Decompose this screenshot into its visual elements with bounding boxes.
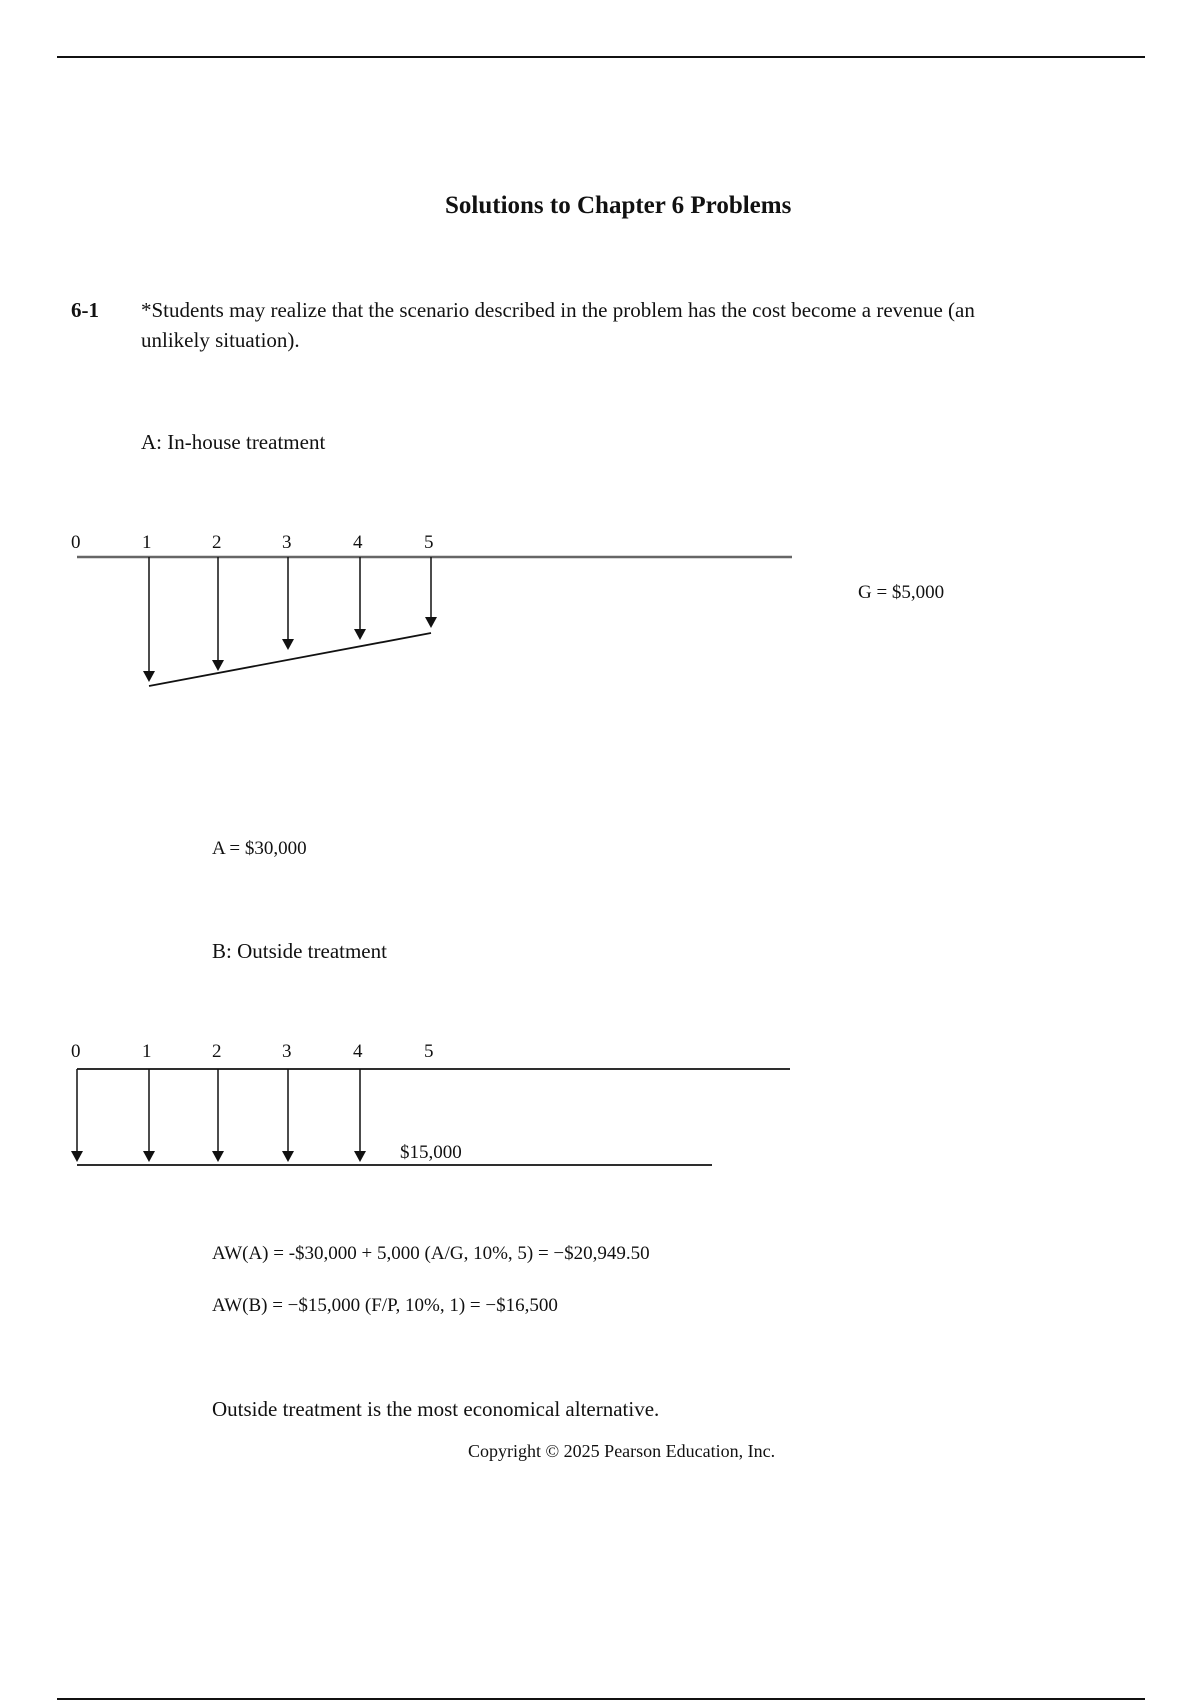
arrow-head xyxy=(71,1151,83,1162)
arrow-head xyxy=(143,1151,155,1162)
alt-b-label: B: Outside treatment xyxy=(212,939,387,963)
copyright-footer: Copyright © 2025 Pearson Education, Inc. xyxy=(468,1441,776,1461)
gradient-label: G = $5,000 xyxy=(858,582,945,603)
period-label: 2 xyxy=(212,532,222,553)
annual-amount-label: A = $30,000 xyxy=(212,838,307,859)
problem-note-line-2: unlikely situation). xyxy=(141,328,300,352)
problem-note-line-1: *Students may realize that the scenario described in the problem has the cost become a revenue (an xyxy=(141,298,975,322)
period-label: 5 xyxy=(424,1041,434,1062)
conclusion-text: Outside treatment is the most economical alternative. xyxy=(212,1397,660,1421)
aw-b-equation: AW(B) = −$15,000 (F/P, 10%, 1) = −$16,500 xyxy=(212,1295,558,1316)
outside-amount-label: $15,000 xyxy=(400,1142,462,1163)
arrow-head xyxy=(354,1151,366,1162)
aw-a-equation: AW(A) = -$30,000 + 5,000 (A/G, 10%, 5) = −$20,949.50 xyxy=(212,1243,650,1264)
period-label: 2 xyxy=(212,1041,222,1062)
arrow-head xyxy=(282,1151,294,1162)
period-label: 4 xyxy=(353,532,363,553)
period-label: 3 xyxy=(282,532,292,553)
period-label: 0 xyxy=(71,1041,81,1062)
period-label: 5 xyxy=(424,532,434,553)
period-label: 0 xyxy=(71,532,81,553)
period-label: 3 xyxy=(282,1041,292,1062)
problem-number: 6-1 xyxy=(71,298,99,322)
period-label: 1 xyxy=(142,532,152,553)
period-label: 1 xyxy=(142,1041,152,1062)
alt-a-label: A: In-house treatment xyxy=(141,430,326,454)
period-label: 4 xyxy=(353,1041,363,1062)
arrow-head xyxy=(212,1151,224,1162)
page-title: Solutions to Chapter 6 Problems xyxy=(445,192,792,219)
